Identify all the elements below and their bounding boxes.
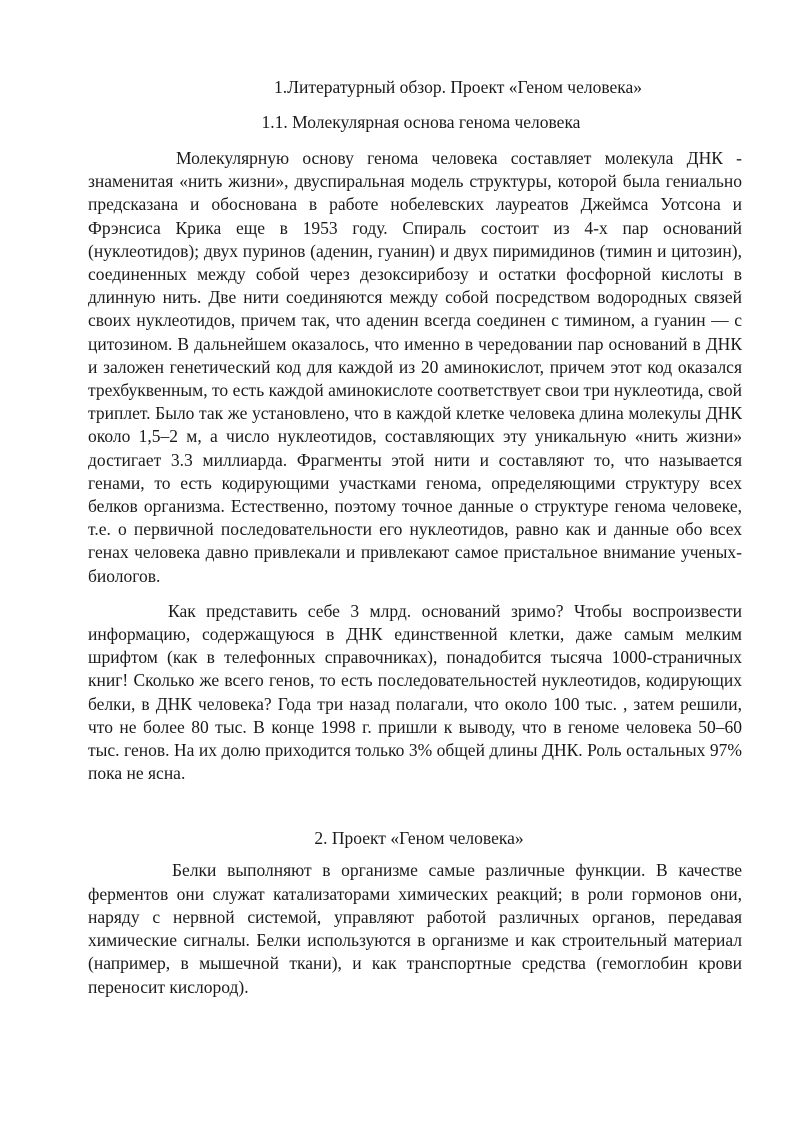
paragraph-3: Белки выполняют в организме самые различные функции. В качестве ферментов они служат катализаторами химических реакций; в роли гормонов они, наряду с нервной системой, управляют работой различных органов, передавая химические сигналы. Белки используются в организме и как строительный материал (например, в мышечной ткани), и как транспортные средства (гемоглобин крови переносит кислород). <box>88 860 742 997</box>
paragraph-1: Молекулярную основу генома человека составляет молекула ДНК - знаменитая «нить жизни», двуспиральная модель структуры, которой была гениально предсказана и обоснована в работе нобелевских лауреатов Джеймса Уотсона и Фрэнсиса Крика еще в 1953 году. Спираль состоит из 4-х пар оснований (нуклеотидов); двух пуринов (аденин, гуанин) и двух пиримидинов (тимин и цитозин), соединенных между собой через дезоксирибозу и остатки фосфорной кислоты в длинную нить. Две нити соединяются между собой посредством водородных связей своих нуклеотидов, причем так, что аденин всегда соединен с тимином, а гуанин — с цитозином. В дальнейшем оказалось, что именно в чередовании пар оснований в ДНК и заложен генетический код для каждой из 20 аминокислот, причем этот код оказался трехбуквенным, то есть каждой аминокислоте соответствует свои три нуклеотида, свой триплет. Было так же установлено, что в каждой клетке человека длина молекулы ДНК около 1,5–2 м, а число нуклеотидов, составляющих эту уникальную «нить жизни» достигает 3.3 миллиарда. Фрагменты этой нити и составляют то, что называется генами, то есть кодирующими участками генома, определяющими структуру всех белков организма. Естественно, поэтому точное данные о структуре генома человеке, т.е. о первичной последовательности его нуклеотидов, равно как и данные обо всех генах человека давно привлекали и привлекают самое пристальное внимание ученых-биологов. <box>88 148 742 586</box>
subsection-heading-1-1: 1.1. Молекулярная основа генома человека <box>261 112 581 132</box>
section-heading-1: 1.Литературный обзор. Проект «Геном человека» <box>274 77 643 97</box>
section-heading-2: 2. Проект «Геном человека» <box>314 828 524 849</box>
paragraph-2: Как представить себе 3 млрд. оснований зримо? Чтобы воспроизвести информацию, содержащуюся в ДНК единственной клетки, даже самым мелким шрифтом (как в телефонных справочниках), понадобится тысяча 1000-страничных книг! Сколько же всего генов, то есть последовательностей нуклеотидов, кодирующих белки, в ДНК человека? Года три назад полагали, что около 100 тыс. , затем решили, что не более 80 тыс. В конце 1998 г. пришли к выводу, что в геноме человека 50–60 тыс. генов. На их долю приходится только 3% общей длины ДНК. Роль остальных 97% пока не ясна. <box>88 600 742 784</box>
document-body <box>88 74 742 999</box>
